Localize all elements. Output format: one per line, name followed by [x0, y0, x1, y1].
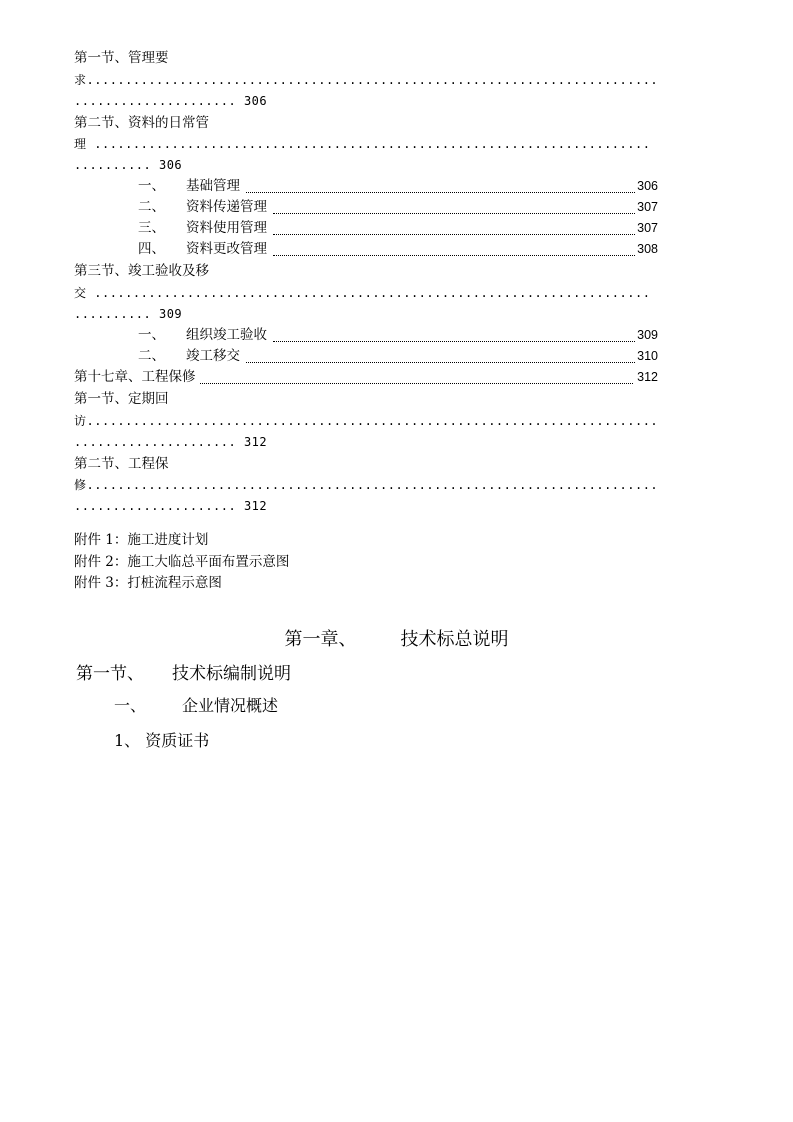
annex-1: 附件 1：施工进度计划 [74, 532, 209, 548]
toc-entry[interactable]: 二、 资料传递管理 307 [138, 199, 658, 215]
dot-leader [273, 222, 635, 235]
toc-section-1-leader: 求.......................................................................... [74, 73, 659, 87]
toc-section-3-page: 309 [158, 307, 183, 321]
toc-c1-leader: 访.......................................................................... [74, 414, 659, 428]
chapter-heading: 第一章、 技术标总说明 [284, 629, 509, 650]
toc-c2-leader: 修.......................................................................... [74, 478, 659, 492]
toc-entry[interactable]: 一、 组织竣工验收 309 [138, 327, 658, 343]
annex-3: 附件 3：打桩流程示意图 [74, 575, 222, 591]
dot-leader [273, 201, 635, 214]
toc-section-3-page-line: .......... 309 [74, 307, 183, 321]
toc-section-1-page: 306 [243, 94, 268, 108]
toc-entry[interactable]: 三、 资料使用管理 307 [138, 220, 658, 236]
subsection-heading: 一、 企业情况概述 [114, 696, 279, 715]
toc-entry[interactable]: 一、 基础管理 306 [138, 178, 658, 194]
toc-c2-title: 第二节、工程保 [74, 456, 169, 472]
toc-c1-page: 312 [243, 435, 268, 449]
dot-leader [273, 243, 635, 256]
annex-2: 附件 2：施工大临总平面布置示意图 [74, 554, 290, 570]
section-heading: 第一节、 技术标编制说明 [76, 664, 291, 684]
toc-section-2-page: 306 [158, 158, 183, 172]
toc-section-1-page-line: ..................... 306 [74, 94, 268, 108]
toc-section-3-leader: 交 ........................................................................ [74, 286, 651, 300]
toc-section-1-title: 第一节、管理要 [74, 50, 169, 66]
toc-section-2-title: 第二节、资料的日常管 [74, 115, 209, 131]
item-heading: 1、 资质证书 [114, 731, 210, 750]
dot-leader [246, 350, 635, 363]
toc-c2-page: 312 [243, 499, 268, 513]
toc-section-2-page-line: .......... 306 [74, 158, 183, 172]
dot-leader [246, 180, 635, 193]
toc-c2-page-line: ..................... 312 [74, 499, 268, 513]
toc-chapter-17[interactable]: 第十七章、工程保修 312 [74, 369, 658, 385]
dot-leader [273, 329, 635, 342]
toc-c1-page-line: ..................... 312 [74, 435, 268, 449]
toc-entry[interactable]: 四、 资料更改管理 308 [138, 241, 658, 257]
toc-entry[interactable]: 二、 竣工移交 310 [138, 348, 658, 364]
dot-leader [200, 371, 634, 384]
toc-section-3-title: 第三节、竣工验收及移 [74, 263, 209, 279]
toc-c1-title: 第一节、定期回 [74, 391, 169, 407]
toc-section-2-leader: 理 ........................................................................ [74, 137, 651, 151]
